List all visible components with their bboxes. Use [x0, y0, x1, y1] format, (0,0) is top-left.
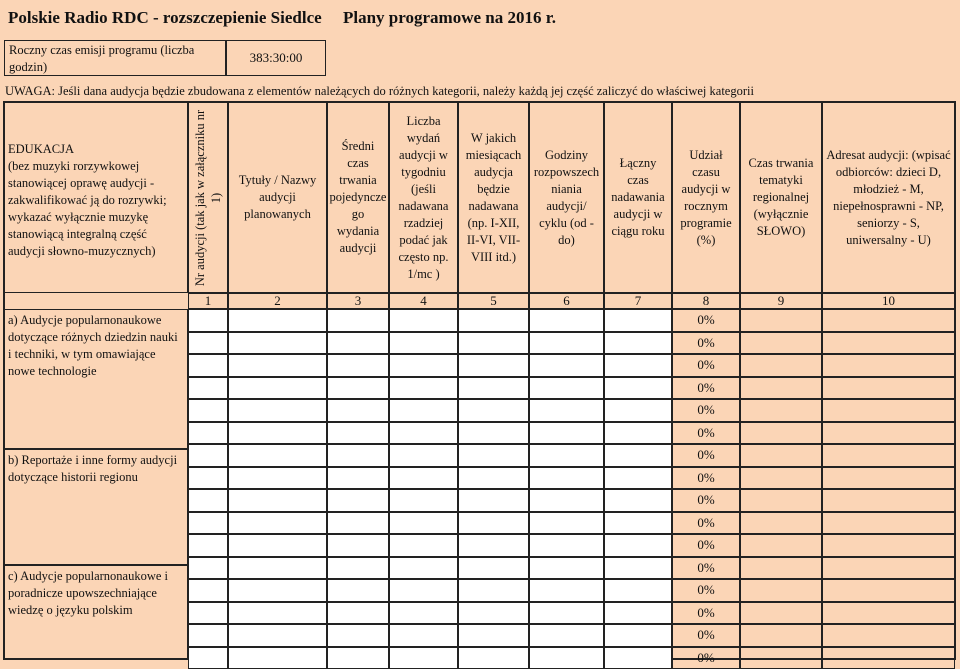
- annual-time-label: Roczny czas emisji programu (liczba godzin): [4, 40, 226, 76]
- table-cell[interactable]: [740, 489, 822, 512]
- column-header-6: [529, 102, 604, 293]
- table-cell[interactable]: [822, 647, 955, 669]
- table-cell[interactable]: [740, 309, 822, 332]
- share-percent-cell: 0%: [672, 422, 740, 445]
- column-header-1: [188, 102, 228, 293]
- share-percent-cell: 0%: [672, 444, 740, 467]
- table-cell[interactable]: [188, 377, 228, 400]
- share-percent-cell: 0%: [672, 512, 740, 535]
- table-cell[interactable]: [228, 647, 327, 669]
- table-cell[interactable]: [188, 399, 228, 422]
- column-header-text: Tytuły / Nazwy audycji planowanych: [232, 172, 323, 223]
- table-cell[interactable]: [740, 647, 822, 669]
- table-cell[interactable]: [188, 354, 228, 377]
- table-cell[interactable]: [188, 422, 228, 445]
- table-cell[interactable]: [327, 602, 389, 625]
- table-cell[interactable]: [604, 579, 672, 602]
- column-header-text: Udział czasu audycji w rocznym programie (%): [676, 147, 736, 249]
- table-cell[interactable]: [327, 422, 389, 445]
- table-cell[interactable]: [327, 647, 389, 669]
- table-cell[interactable]: [458, 534, 529, 557]
- table-cell[interactable]: [458, 512, 529, 535]
- table-cell[interactable]: [604, 534, 672, 557]
- table-cell[interactable]: [740, 534, 822, 557]
- table-cell[interactable]: [458, 377, 529, 400]
- table-cell[interactable]: [458, 624, 529, 647]
- table-cell[interactable]: [740, 377, 822, 400]
- table-cell[interactable]: [822, 467, 955, 490]
- table-cell[interactable]: [604, 512, 672, 535]
- table-cell[interactable]: [389, 354, 458, 377]
- table-cell[interactable]: [529, 489, 604, 512]
- table-cell[interactable]: [228, 602, 327, 625]
- table-cell[interactable]: [822, 422, 955, 445]
- section-b-label: b) Reportaże i inne formy audycji dotyczące historii regionu: [4, 449, 188, 565]
- table-cell[interactable]: [228, 377, 327, 400]
- share-percent-cell: 0%: [672, 332, 740, 355]
- table-cell[interactable]: [389, 377, 458, 400]
- table-cell[interactable]: [822, 489, 955, 512]
- table-cell[interactable]: [822, 624, 955, 647]
- column-number-2: 2: [228, 293, 327, 309]
- table-cell[interactable]: [740, 602, 822, 625]
- table-cell[interactable]: [228, 354, 327, 377]
- table-cell[interactable]: [458, 309, 529, 332]
- table-cell[interactable]: [822, 534, 955, 557]
- table-cell[interactable]: [822, 444, 955, 467]
- table-cell[interactable]: [604, 624, 672, 647]
- table-cell[interactable]: [604, 377, 672, 400]
- table-cell[interactable]: [327, 557, 389, 580]
- table-cell[interactable]: [188, 624, 228, 647]
- table-cell[interactable]: [740, 512, 822, 535]
- column-header-4: [389, 102, 458, 293]
- table-cell[interactable]: [822, 557, 955, 580]
- table-cell[interactable]: [188, 602, 228, 625]
- table-cell[interactable]: [327, 309, 389, 332]
- share-percent-cell: 0%: [672, 309, 740, 332]
- table-cell[interactable]: [604, 647, 672, 669]
- table-cell[interactable]: [228, 557, 327, 580]
- table-cell[interactable]: [604, 332, 672, 355]
- column-header-8: [672, 102, 740, 293]
- table-cell[interactable]: [604, 422, 672, 445]
- table-cell[interactable]: [228, 489, 327, 512]
- table-cell[interactable]: [327, 332, 389, 355]
- table-cell[interactable]: [604, 444, 672, 467]
- table-cell[interactable]: [529, 309, 604, 332]
- share-percent-cell: 0%: [672, 377, 740, 400]
- share-percent-cell: 0%: [672, 647, 740, 669]
- table-cell[interactable]: [458, 489, 529, 512]
- share-percent-cell: 0%: [672, 534, 740, 557]
- table-cell[interactable]: [228, 422, 327, 445]
- table-cell[interactable]: [327, 512, 389, 535]
- table-cell[interactable]: [529, 579, 604, 602]
- table-cell[interactable]: [228, 624, 327, 647]
- table-cell[interactable]: [228, 309, 327, 332]
- table-cell[interactable]: [188, 579, 228, 602]
- table-cell[interactable]: [188, 557, 228, 580]
- table-cell[interactable]: [458, 332, 529, 355]
- table-cell[interactable]: [529, 332, 604, 355]
- column-number-1: 1: [188, 293, 228, 309]
- share-percent-cell: 0%: [672, 399, 740, 422]
- table-cell[interactable]: [604, 489, 672, 512]
- table-cell[interactable]: [822, 309, 955, 332]
- table-cell[interactable]: [389, 444, 458, 467]
- table-cell[interactable]: [389, 624, 458, 647]
- column-number-9: 9: [740, 293, 822, 309]
- table-cell[interactable]: [740, 624, 822, 647]
- table-cell[interactable]: [458, 399, 529, 422]
- table-cell[interactable]: [327, 624, 389, 647]
- column-number-7: 7: [604, 293, 672, 309]
- annual-time-value: 383:30:00: [226, 40, 326, 76]
- table-cell[interactable]: [604, 467, 672, 490]
- table-cell[interactable]: [529, 602, 604, 625]
- table-cell[interactable]: [740, 354, 822, 377]
- table-cell[interactable]: [389, 422, 458, 445]
- table-cell[interactable]: [327, 399, 389, 422]
- table-cell[interactable]: [458, 602, 529, 625]
- table-cell[interactable]: [188, 309, 228, 332]
- table-cell[interactable]: [529, 624, 604, 647]
- table-cell[interactable]: [740, 422, 822, 445]
- share-percent-cell: 0%: [672, 354, 740, 377]
- table-cell[interactable]: [327, 467, 389, 490]
- table-cell[interactable]: [389, 534, 458, 557]
- table-cell[interactable]: [389, 602, 458, 625]
- table-cell[interactable]: [389, 332, 458, 355]
- table-cell[interactable]: [740, 399, 822, 422]
- column-header-text: Godziny rozpowszech niania audycji/ cyklu (od - do): [533, 147, 600, 249]
- table-cell[interactable]: [604, 602, 672, 625]
- table-cell[interactable]: [529, 534, 604, 557]
- table-cell[interactable]: [228, 534, 327, 557]
- table-cell[interactable]: [604, 354, 672, 377]
- table-cell[interactable]: [228, 512, 327, 535]
- column-number-10: 10: [822, 293, 955, 309]
- table-cell[interactable]: [327, 534, 389, 557]
- table-cell[interactable]: [529, 354, 604, 377]
- share-percent-cell: 0%: [672, 489, 740, 512]
- table-cell[interactable]: [389, 467, 458, 490]
- table-cell[interactable]: [458, 579, 529, 602]
- table-cell[interactable]: [458, 647, 529, 669]
- page-subtitle: Plany programowe na 2016 r.: [343, 8, 556, 28]
- column-header-text: Łączny czas nadawania audycji w ciągu roku: [608, 155, 668, 240]
- table-cell[interactable]: [529, 647, 604, 669]
- column-header-5: [458, 102, 529, 293]
- table-cell[interactable]: [327, 579, 389, 602]
- table-cell[interactable]: [822, 512, 955, 535]
- table-cell[interactable]: [188, 444, 228, 467]
- table-cell[interactable]: [740, 557, 822, 580]
- table-cell[interactable]: [822, 377, 955, 400]
- column-header-10: [822, 102, 955, 293]
- table-cell[interactable]: [188, 332, 228, 355]
- column-header-text: Liczba wydań audycji w tygodniu (jeśli nadawana rzadziej podać jak często np. 1/mc ): [393, 113, 454, 283]
- table-cell[interactable]: [529, 557, 604, 580]
- column-header-7: [604, 102, 672, 293]
- column-header-2: [228, 102, 327, 293]
- table-cell[interactable]: [228, 444, 327, 467]
- table-cell[interactable]: [529, 467, 604, 490]
- table-cell[interactable]: [529, 399, 604, 422]
- column-number-3: 3: [327, 293, 389, 309]
- column-header-text: Nr audycji (tak jak w załączniku nr 1): [192, 106, 224, 289]
- table-cell[interactable]: [740, 579, 822, 602]
- table-cell[interactable]: [740, 332, 822, 355]
- table-cell[interactable]: [458, 467, 529, 490]
- share-percent-cell: 0%: [672, 557, 740, 580]
- table-cell[interactable]: [529, 444, 604, 467]
- table-cell[interactable]: [228, 399, 327, 422]
- table-cell[interactable]: [188, 534, 228, 557]
- table-cell[interactable]: [389, 399, 458, 422]
- table-cell[interactable]: [389, 557, 458, 580]
- table-cell[interactable]: [327, 489, 389, 512]
- column-header-text: Średni czas trwania pojedyncze go wydania audycji: [330, 138, 387, 257]
- section-c-label: c) Audycje popularnonaukowe i poradnicze upowszechniające wiedzę o języku polskim: [4, 565, 188, 659]
- table-cell[interactable]: [389, 647, 458, 669]
- table-cell[interactable]: [740, 444, 822, 467]
- share-percent-cell: 0%: [672, 624, 740, 647]
- table-cell[interactable]: [389, 512, 458, 535]
- table-cell[interactable]: [188, 512, 228, 535]
- share-percent-cell: 0%: [672, 602, 740, 625]
- table-cell[interactable]: [188, 489, 228, 512]
- table-cell[interactable]: [822, 579, 955, 602]
- category-header: EDUKACJA (bez muzyki rorzywkowej stanowiącej oprawę audycji - zakwalifikować ją do rozrywki; wykazać wyłącznie muzykę stanowiącą integralną część audycji słowno-muzycznych): [4, 102, 188, 293]
- column-number-6: 6: [529, 293, 604, 309]
- table-cell[interactable]: [529, 422, 604, 445]
- page-title: Polskie Radio RDC - rozszczepienie Siedlce: [8, 8, 322, 28]
- table-cell[interactable]: [228, 332, 327, 355]
- column-header-9: [740, 102, 822, 293]
- table-cell[interactable]: [228, 579, 327, 602]
- table-cell[interactable]: [458, 422, 529, 445]
- table-cell[interactable]: [822, 354, 955, 377]
- column-number-4: 4: [389, 293, 458, 309]
- table-cell[interactable]: [822, 332, 955, 355]
- table-cell[interactable]: [604, 309, 672, 332]
- table-cell[interactable]: [389, 579, 458, 602]
- table-cell[interactable]: [188, 647, 228, 669]
- table-cell[interactable]: [822, 399, 955, 422]
- table-cell[interactable]: [740, 467, 822, 490]
- table-cell[interactable]: [529, 377, 604, 400]
- share-percent-cell: 0%: [672, 579, 740, 602]
- section-a-label: a) Audycje popularnonaukowe dotyczące różnych dziedzin nauki i techniki, w tym omawiające nowe technologie: [4, 309, 188, 449]
- table-cell[interactable]: [228, 467, 327, 490]
- table-cell[interactable]: [458, 557, 529, 580]
- column-header-text: Czas trwania tematyki regionalnej (wyłącznie SŁOWO): [744, 155, 818, 240]
- column-header-3: [327, 102, 389, 293]
- table-cell[interactable]: [458, 354, 529, 377]
- table-cell[interactable]: [458, 444, 529, 467]
- column-header-text: Adresat audycji: (wpisać odbiorców: dzieci D, młodzież - M, niepełnosprawni - NP, seniorzy - S, uniwersalny - U): [826, 147, 951, 249]
- table-cell[interactable]: [604, 557, 672, 580]
- table-cell[interactable]: [389, 309, 458, 332]
- table-cell[interactable]: [327, 444, 389, 467]
- share-percent-cell: 0%: [672, 467, 740, 490]
- column-number-8: 8: [672, 293, 740, 309]
- column-header-text: W jakich miesiącach audycja będzie nadawana (np. I-XII, II-VI, VII-VIII itd.): [462, 130, 525, 266]
- table-cell[interactable]: [604, 399, 672, 422]
- warning-note: UWAGA: Jeśli dana audycja będzie zbudowana z elementów należących do różnych kategorii, należy każdą jej część zaliczyć do właściwej kategorii: [5, 83, 955, 100]
- table-cell[interactable]: [822, 602, 955, 625]
- table-cell[interactable]: [389, 489, 458, 512]
- table-cell[interactable]: [529, 512, 604, 535]
- column-number-5: 5: [458, 293, 529, 309]
- table-cell[interactable]: [327, 377, 389, 400]
- table-cell[interactable]: [188, 467, 228, 490]
- table-cell[interactable]: [327, 354, 389, 377]
